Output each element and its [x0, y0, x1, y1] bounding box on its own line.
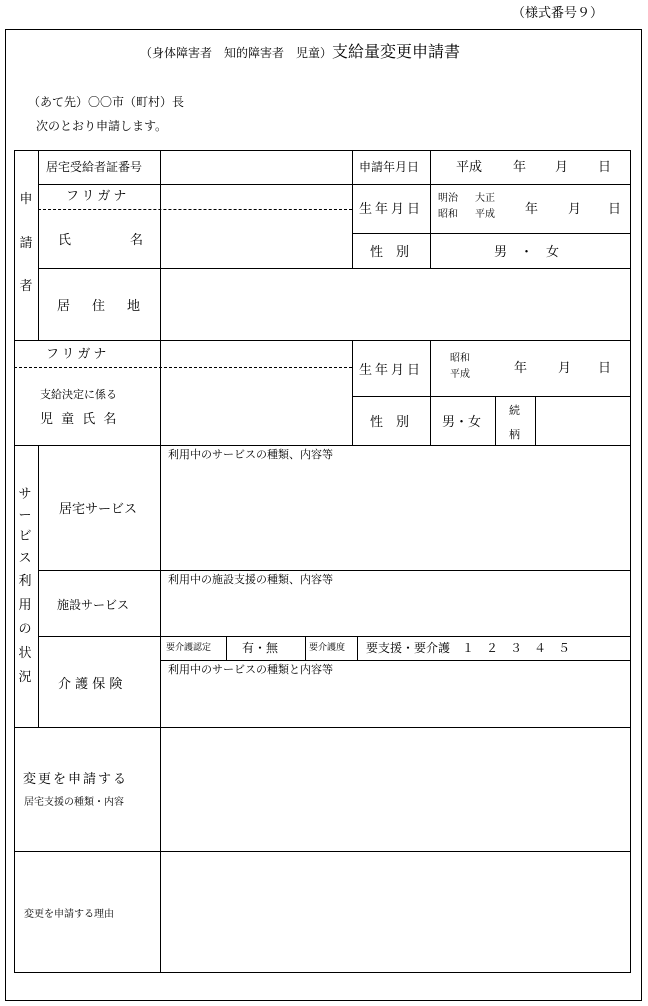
- applicant-furigana-field[interactable]: [162, 186, 350, 208]
- applicant-dob-day[interactable]: 日: [608, 202, 622, 217]
- cert-number-field[interactable]: [162, 152, 350, 183]
- service-section-char-3: ビ: [18, 529, 32, 544]
- applicant-name-field[interactable]: [162, 211, 350, 267]
- applicant-name-label-2: 名: [130, 233, 144, 248]
- applicant-furigana-label: フリガナ: [66, 189, 130, 204]
- service-section-char-4: ス: [18, 551, 32, 566]
- service-section-char-2: ー: [18, 508, 32, 523]
- facility-service-hint: 利用中の施設支援の種類、内容等: [168, 573, 333, 586]
- application-date-year[interactable]: 年: [513, 160, 527, 175]
- service-section-char-6: 用: [18, 598, 32, 613]
- home-service-field[interactable]: [162, 463, 628, 568]
- child-furigana-field[interactable]: [162, 342, 350, 366]
- child-name-label-2: 児 童 氏 名: [40, 412, 119, 427]
- cert-number-label: 居宅受給者証番号: [46, 160, 143, 174]
- applicant-section-label-1: 申: [19, 192, 33, 207]
- applicant-dob-month[interactable]: 月: [568, 202, 582, 217]
- applicant-section-label-3: 者: [19, 279, 33, 294]
- child-sex-label: 性 別: [370, 415, 410, 430]
- child-dob-label: 生年月日: [359, 363, 424, 378]
- title-prefix: （身体障害者 知的障害者 児童）: [140, 46, 333, 60]
- era-meiji[interactable]: 明治: [438, 193, 458, 204]
- service-section-char-7: の: [18, 622, 32, 637]
- service-section-char-5: 利: [18, 574, 32, 589]
- application-date-day[interactable]: 日: [598, 160, 612, 175]
- change-content-label-2: 居宅支援の種類・内容: [24, 797, 124, 808]
- service-section-char-1: サ: [18, 487, 32, 502]
- era-showa[interactable]: 昭和: [438, 209, 458, 220]
- care-level-value[interactable]: 要支援・要介護 １ ２ ３ ４ ５: [366, 641, 571, 655]
- applicant-name-label-1: 氏: [58, 233, 72, 248]
- applicant-sex-value[interactable]: 男 ・ 女: [494, 245, 560, 260]
- care-insurance-label: 介 護 保 険: [58, 677, 123, 692]
- change-content-field[interactable]: [162, 729, 628, 849]
- care-level-label: 要介護度: [309, 643, 346, 653]
- child-sex-value[interactable]: 男・女: [442, 415, 482, 430]
- relation-field[interactable]: [537, 398, 628, 444]
- child-dob-year[interactable]: 年: [514, 361, 528, 376]
- child-era-heisei[interactable]: 平成: [450, 369, 470, 380]
- facility-service-field[interactable]: [162, 588, 628, 634]
- addressee: （あて先）〇〇市（町村）長: [28, 95, 185, 109]
- address-field[interactable]: [162, 270, 628, 338]
- child-era-showa[interactable]: 昭和: [450, 353, 470, 364]
- care-service-hint: 利用中のサービスの種類と内容等: [168, 663, 333, 676]
- change-content-label-1: 変更を申請する: [23, 772, 129, 787]
- child-dob-day[interactable]: 日: [598, 361, 612, 376]
- address-label-1: 居: [57, 299, 71, 314]
- intro-text: 次のとおり申請します。: [36, 119, 168, 133]
- era-taisho[interactable]: 大正: [475, 193, 495, 204]
- applicant-section-label-2: 請: [19, 236, 33, 251]
- form-number: （様式番号９）: [512, 6, 604, 21]
- era-heisei[interactable]: 平成: [475, 209, 495, 220]
- child-name-label-1: 支給決定に係る: [40, 388, 117, 401]
- service-section-char-8: 状: [18, 646, 32, 661]
- relation-label-2: 柄: [509, 428, 520, 441]
- child-dob-month[interactable]: 月: [558, 361, 572, 376]
- care-service-field[interactable]: [162, 678, 628, 726]
- application-date-era[interactable]: 平成: [456, 160, 483, 175]
- applicant-dob-label: 生年月日: [359, 202, 424, 217]
- relation-label-1: 続: [509, 404, 520, 417]
- facility-service-label: 施設サービス: [57, 598, 130, 612]
- address-label-2: 住: [92, 299, 106, 314]
- child-name-field[interactable]: [162, 369, 350, 444]
- form-title: [140, 44, 460, 60]
- child-furigana-label: フリガナ: [46, 347, 110, 362]
- address-label-3: 地: [127, 299, 141, 314]
- care-cert-value[interactable]: 有・無: [242, 641, 279, 655]
- applicant-dob-year[interactable]: 年: [525, 202, 539, 217]
- change-reason-field[interactable]: [162, 853, 628, 970]
- care-cert-label: 要介護認定: [166, 643, 212, 653]
- application-date-label: 申請年月日: [359, 160, 420, 174]
- change-reason-label: 変更を申請する理由: [24, 909, 114, 920]
- application-date-month[interactable]: 月: [555, 160, 569, 175]
- home-service-hint: 利用中のサービスの種類、内容等: [168, 448, 333, 461]
- applicant-sex-label: 性 別: [370, 245, 410, 260]
- service-section-char-9: 況: [18, 670, 32, 685]
- home-service-label: 居宅サービス: [59, 502, 138, 517]
- title-main: 支給量変更申請書: [332, 42, 461, 61]
